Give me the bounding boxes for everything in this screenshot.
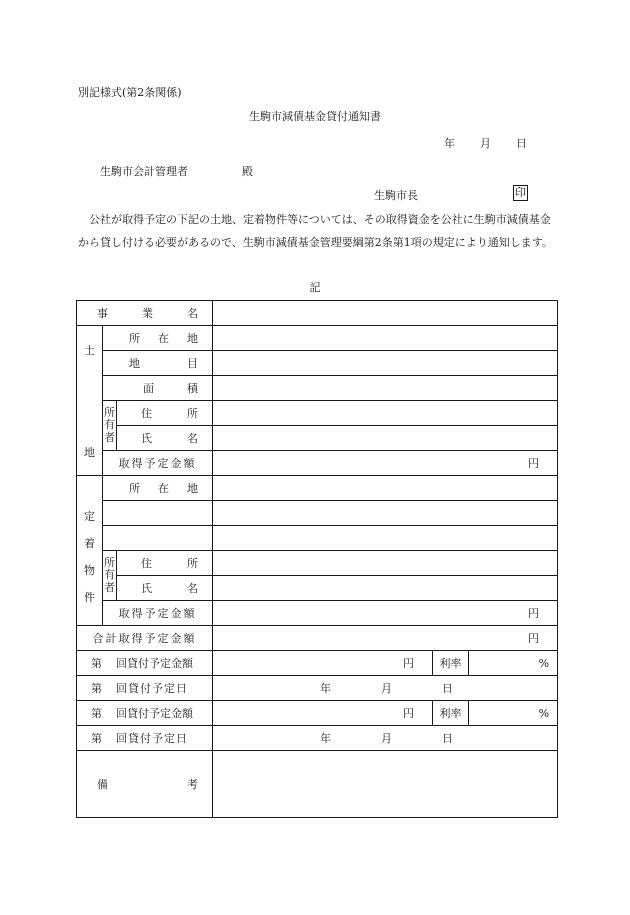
value-land-amount[interactable]: 円 (213, 451, 558, 476)
label-fixture-owner-address: 住 所 (117, 551, 213, 576)
value-loan-amount-1[interactable]: 円 (213, 651, 433, 676)
value-project-name[interactable] (213, 301, 558, 326)
value-land-area[interactable] (213, 376, 558, 401)
label-fixture-location: 所 在 地 (103, 476, 213, 501)
value-loan-amount-2[interactable]: 円 (213, 701, 433, 726)
value-rate-2[interactable]: % (469, 701, 558, 726)
value-land-category[interactable] (213, 351, 558, 376)
label-land-area: 面 積 (103, 376, 213, 401)
table-row (77, 376, 558, 401)
sender: 生駒市長 (374, 189, 418, 202)
label-land-owner-name: 氏 名 (117, 426, 213, 451)
value-total-amount[interactable]: 円 (213, 626, 558, 651)
table-row (77, 351, 558, 376)
value-loan-date-2[interactable]: 年 月 日 (213, 726, 558, 751)
value-fixture-blank-2[interactable] (213, 526, 558, 551)
value-remarks[interactable] (213, 751, 558, 818)
label-rate-2: 利率 (433, 701, 469, 726)
value-loan-date-1[interactable]: 年 月 日 (213, 676, 558, 701)
label-remarks: 備 考 (77, 751, 213, 818)
label-loan-date-1: 第 回貸付予定日 (77, 676, 213, 701)
label-loan-amount-1: 第 回貸付予定金額 (77, 651, 213, 676)
form-table (76, 300, 558, 818)
date-day: 日 (516, 137, 527, 150)
label-fixture-amount: 取得予定金額 (103, 601, 213, 626)
group-fixture: 定 着 物 件 (77, 476, 103, 626)
value-land-owner-name[interactable] (213, 426, 558, 451)
body-paragraph: 公社が取得予定の下記の土地、定着物件等については、その取得資金を公社に生駒市減債基金から貸し付ける必要があるので、生駒市減債基金管理要綱第2条第1項の規定により通知します。 (78, 213, 553, 249)
ki-marker: 記 (309, 281, 321, 294)
label-project-name: 事 業 名 (77, 301, 213, 326)
value-fixture-owner-address[interactable] (213, 551, 558, 576)
table-row (77, 526, 558, 551)
table-row (77, 751, 558, 818)
label-land-owner-address: 住 所 (117, 401, 213, 426)
label-fixture-owner-name: 氏 名 (117, 576, 213, 601)
date-month: 月 (480, 137, 491, 150)
addressee: 生駒市会計管理者 (100, 165, 188, 178)
table-row (77, 626, 558, 651)
label-fixture-blank-2 (103, 526, 213, 551)
label-rate-1: 利率 (433, 651, 469, 676)
document-title: 生駒市減債基金貸付通知書 (249, 110, 381, 123)
value-rate-1[interactable]: % (469, 651, 558, 676)
table-row (77, 726, 558, 751)
seal-stamp: 印 (515, 186, 526, 199)
table-row (77, 301, 558, 326)
group-land: 土 地 (77, 326, 103, 476)
table-row (77, 551, 558, 576)
form-label: 別記様式(第2条関係) (78, 86, 182, 99)
value-fixture-owner-name[interactable] (213, 576, 558, 601)
table-row (77, 651, 558, 676)
honorific: 殿 (242, 165, 253, 178)
label-fixture-owner: 所 有 者 (103, 551, 117, 601)
table-row (77, 476, 558, 501)
label-loan-date-2: 第 回貸付予定日 (77, 726, 213, 751)
table-row (77, 426, 558, 451)
value-fixture-blank-1[interactable] (213, 501, 558, 526)
label-total-amount: 合計取得予定金額 (77, 626, 213, 651)
table-row (77, 401, 558, 426)
value-fixture-amount[interactable]: 円 (213, 601, 558, 626)
label-loan-amount-2: 第 回貸付予定金額 (77, 701, 213, 726)
table-row (77, 501, 558, 526)
label-land-category: 地 目 (103, 351, 213, 376)
table-row (77, 601, 558, 626)
label-fixture-blank-1 (103, 501, 213, 526)
date-year: 年 (444, 137, 455, 150)
table-row (77, 701, 558, 726)
label-land-owner: 所 有 者 (103, 401, 117, 451)
value-fixture-location[interactable] (213, 476, 558, 501)
table-row (77, 326, 558, 351)
table-row (77, 576, 558, 601)
label-land-amount: 取得予定金額 (103, 451, 213, 476)
date-line (444, 135, 527, 151)
label-land-location: 所 在 地 (103, 326, 213, 351)
value-land-owner-address[interactable] (213, 401, 558, 426)
table-row (77, 676, 558, 701)
value-land-location[interactable] (213, 326, 558, 351)
table-row (77, 451, 558, 476)
